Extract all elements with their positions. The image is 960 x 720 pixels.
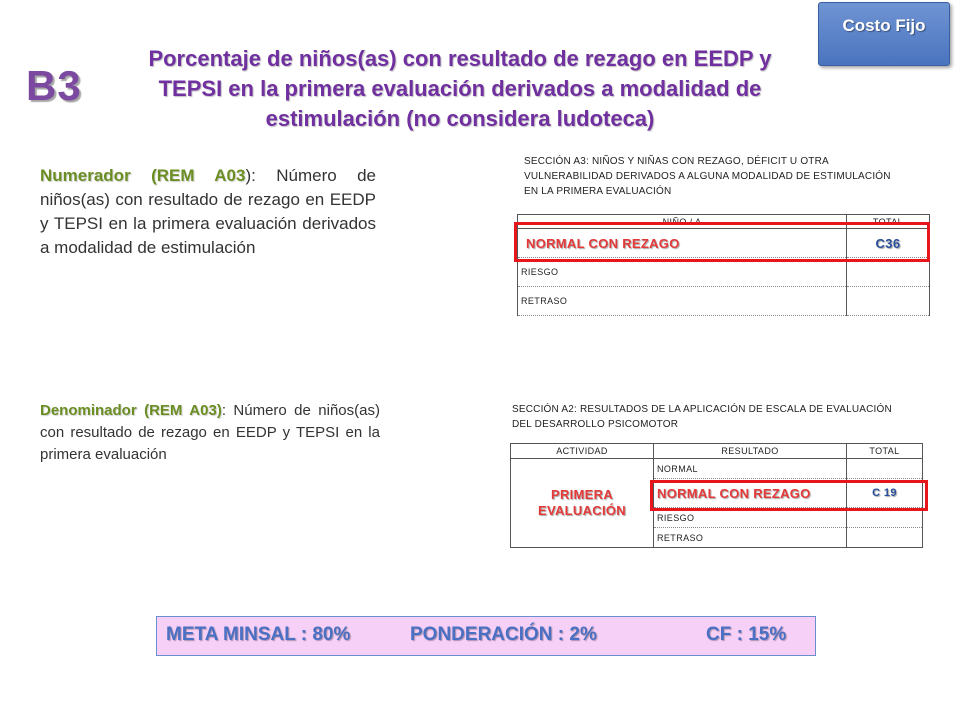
table-row: [511, 459, 923, 479]
numerator-label: Numerador (REM A03: [40, 166, 246, 185]
highlight-box-a3: [514, 222, 930, 262]
highlight-box-a2: [650, 480, 928, 511]
table-header-row: [511, 444, 923, 459]
table-cell: NORMAL: [654, 459, 847, 479]
table-cell: NORMAL CON REZAGO: [518, 229, 847, 258]
denominator-label: Denominador (REM A03): [40, 402, 222, 419]
activity-cell: PRIMERA EVALUACIÓN: [511, 459, 654, 548]
table-header: NIÑO / A: [518, 215, 847, 229]
denominator-text: : Número de niños(as) con resultado de rezago en EEDP y TEPSI en la primera evaluación: [40, 402, 380, 463]
table-header: ACTIVIDAD: [511, 444, 654, 459]
cf-value: CF : 15%: [706, 624, 787, 645]
table-cell: [847, 287, 930, 316]
denominator-description: [40, 400, 380, 466]
section-a2-title: SECCIÓN A2: RESULTADOS DE LA APLICACIÓN DE ESCALA DE EVALUACIÓN DEL DESARROLLO PSICOMOTOR: [512, 404, 892, 430]
table-cell: RETRASO: [654, 528, 847, 548]
table-header: TOTAL: [847, 444, 923, 459]
table-header: TOTAL: [847, 215, 930, 229]
ponderacion: PONDERACIÓN : 2%: [410, 624, 597, 645]
section-a3-title: SECCIÓN A3: NIÑOS Y NIÑAS CON REZAGO, DÉFICIT U OTRA VULNERABILIDAD DERIVADOS A ALGUNA MODALIDAD DE ESTIMULACIÓN EN LA PRIMERA EVALUACIÓN: [524, 156, 891, 197]
table-cell: NORMAL CON REZAGO: [654, 479, 847, 508]
indicator-code: B3: [26, 62, 82, 109]
numerator-text: : Número de niños(as) con resultado de rezago en EEDP y TEPSI en la primera evaluación derivados a modalidad de estimulación: [40, 166, 376, 257]
table-cell: C36: [847, 229, 930, 258]
table-header: RESULTADO: [654, 444, 847, 459]
costo-fijo-button[interactable]: Costo Fijo: [818, 2, 950, 66]
page-title: Porcentaje de niños(as) con resultado de rezago en EEDP y TEPSI en la primera evaluación derivados a modalidad de estimulación (no considera ludoteca): [148, 46, 772, 131]
table-cell: RETRASO: [518, 287, 847, 316]
table-cell: [847, 459, 923, 479]
table-cell: C 19: [847, 479, 923, 508]
table-cell: RIESGO: [654, 508, 847, 528]
meta-minsal: META MINSAL : 80%: [166, 624, 351, 645]
table-row: [518, 287, 930, 316]
table-cell: [847, 528, 923, 548]
table-cell: RIESGO: [518, 258, 847, 287]
numerator-description: [40, 164, 376, 260]
numerator-label-close: ): [245, 166, 252, 185]
